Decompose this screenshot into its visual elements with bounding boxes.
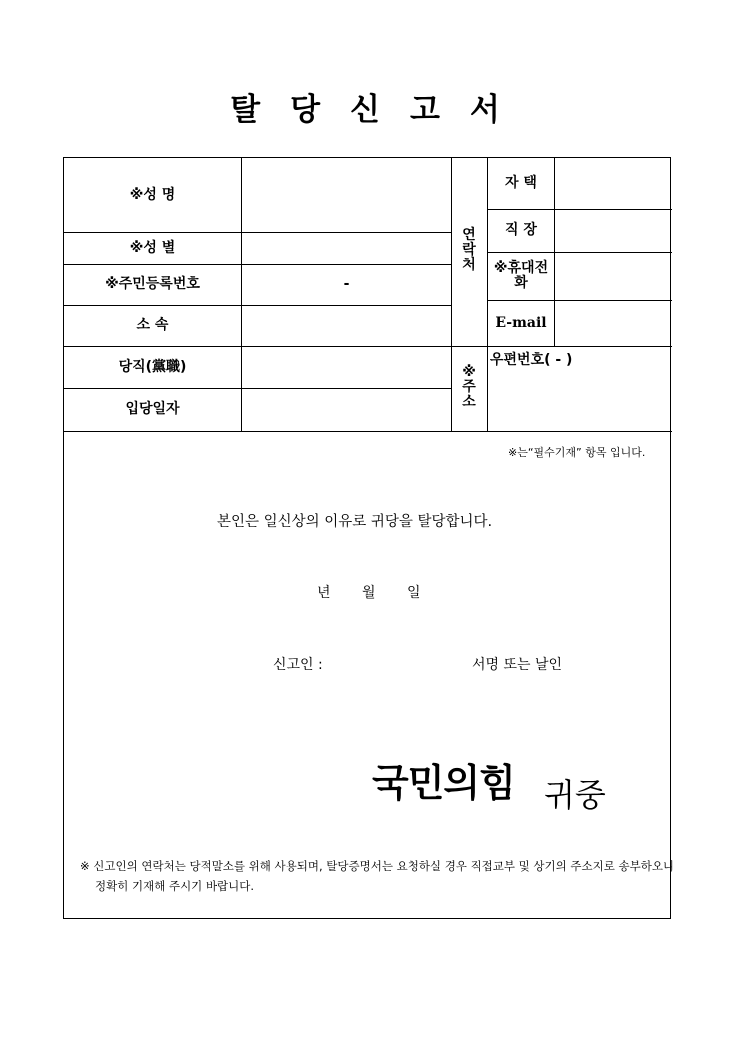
- date-month: 월: [362, 585, 376, 601]
- date-year: 년: [317, 585, 331, 601]
- label-mobile: ※휴대전화: [493, 260, 549, 291]
- divider: [487, 346, 672, 347]
- rrn-field[interactable]: -: [343, 276, 350, 292]
- home-phone-field[interactable]: [555, 158, 672, 209]
- signature-label: 서명 또는 날인: [472, 657, 563, 673]
- postal-code-field[interactable]: 우편번호( - ): [490, 352, 573, 368]
- label-rrn: ※주민등록번호: [105, 276, 200, 292]
- join-date-field[interactable]: [242, 388, 451, 431]
- form-title: 탈당신고서: [230, 92, 530, 128]
- party-post-field[interactable]: [242, 346, 451, 388]
- recipient-label: 귀중: [544, 776, 606, 814]
- label-work-phone: 직 장: [505, 222, 537, 238]
- label-join-date: 입당일자: [125, 401, 180, 417]
- label-gender: ※성 별: [129, 239, 176, 256]
- label-party-post: 당직(黨職): [118, 358, 187, 375]
- divider: [64, 431, 672, 432]
- label-name: ※성 명: [129, 186, 176, 203]
- date-day: 일: [407, 585, 421, 601]
- label-contact: 연락처: [462, 227, 476, 273]
- gender-field[interactable]: [242, 232, 451, 264]
- reporter-label: 신고인 :: [273, 657, 323, 673]
- name-field[interactable]: [242, 158, 451, 232]
- divider: [451, 158, 452, 431]
- email-field[interactable]: [555, 300, 672, 346]
- affiliation-field[interactable]: [242, 305, 451, 346]
- party-logo: 국민의힘: [372, 761, 515, 805]
- label-affiliation: 소 속: [136, 317, 169, 333]
- statement: 본인은 일신상의 이유로 귀당을 탈당합니다.: [217, 514, 493, 530]
- work-phone-field[interactable]: [555, 209, 672, 252]
- label-address: ※주소: [462, 364, 476, 410]
- label-home-phone: 자 택: [505, 175, 537, 191]
- required-note: ※는“필수기재” 항목 입니다.: [508, 446, 646, 459]
- footer-note: ※ 신고인의 연락처는 당적말소를 위해 사용되며, 탈당증명서는 요청하실 경우 직접교부 및 상기의 주소지로 송부하오니 정확히 기재해 주시기 바랍니다.: [80, 859, 675, 893]
- mobile-field[interactable]: [555, 252, 672, 300]
- label-email: E-mail: [495, 314, 547, 331]
